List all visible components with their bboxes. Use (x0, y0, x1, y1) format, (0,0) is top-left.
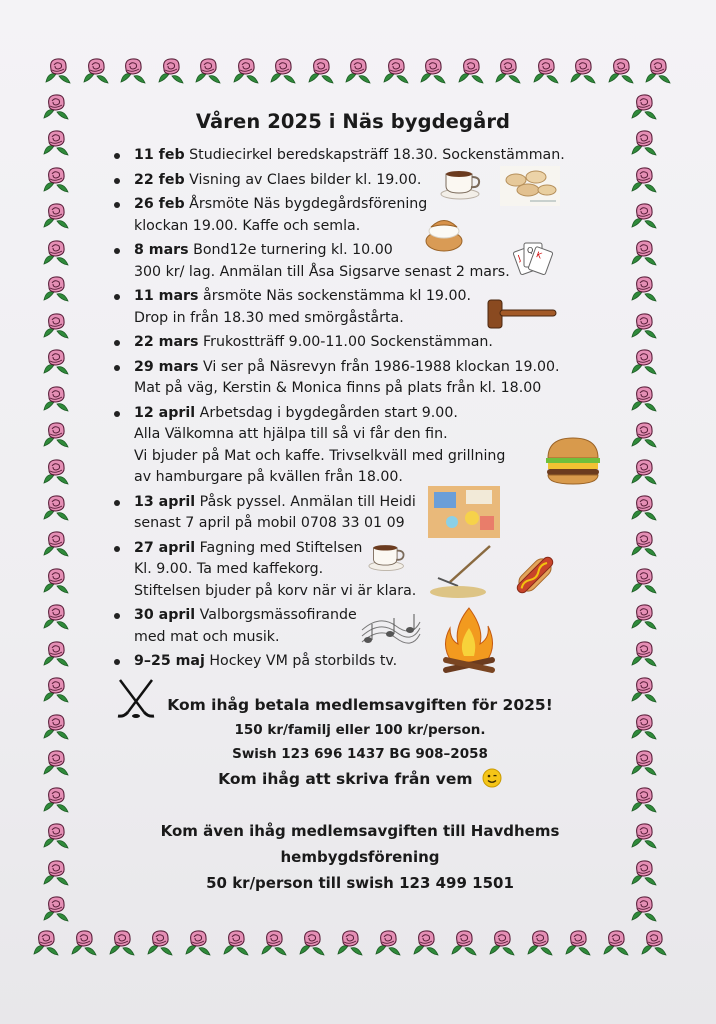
rose-icon (40, 748, 72, 778)
event-text: Visning av Claes bilder kl. 19.00. (189, 171, 422, 188)
havdhem-line-2: hembygdsförening (280, 848, 440, 866)
payment-details: Swish 123 696 1437 BG 908–2058 (232, 746, 488, 762)
event-text: Påsk pyssel. Anmälan till Heidi (199, 493, 416, 510)
rose-icon (117, 56, 149, 86)
rose-icon (628, 384, 660, 414)
rose-icon (628, 92, 660, 122)
rose-icon (628, 457, 660, 487)
rose-icon (638, 928, 670, 958)
rose-icon (628, 274, 660, 304)
rose-icon (40, 639, 72, 669)
rose-icon (296, 928, 328, 958)
rose-icon (628, 639, 660, 669)
gavel-icon (484, 296, 560, 336)
event-item (108, 145, 598, 167)
rose-icon (628, 347, 660, 377)
cookies-icon (500, 166, 560, 210)
rose-icon (230, 56, 262, 86)
rose-icon (628, 894, 660, 924)
rose-icon (40, 894, 72, 924)
event-first-line (134, 145, 598, 167)
rose-icon (628, 128, 660, 158)
rose-icon (42, 56, 74, 86)
event-date: 8 mars (134, 242, 189, 258)
rose-icon (417, 56, 449, 86)
rose-icon (40, 566, 72, 596)
event-first-line (134, 403, 598, 425)
rose-icon (628, 566, 660, 596)
rose-icon (40, 493, 72, 523)
rose-icon (106, 928, 138, 958)
rose-icon (258, 928, 290, 958)
rose-icon (40, 165, 72, 195)
rose-icon (628, 785, 660, 815)
havdhem-line-1: Kom även ihåg medlemsavgiften till Havdhems (160, 822, 560, 840)
rose-icon (628, 311, 660, 341)
rose-icon (305, 56, 337, 86)
rose-icon (40, 602, 72, 632)
rose-icon (40, 128, 72, 158)
event-date: 27 april (134, 539, 196, 556)
event-text: Fagning med Stiftelsen (199, 539, 363, 556)
event-item (108, 492, 598, 535)
rose-icon (144, 928, 176, 958)
rose-icon (40, 92, 72, 122)
rose-icon (334, 928, 366, 958)
wink-smiley-icon (482, 768, 502, 797)
event-text: Bond12e turnering kl. 10.00 (193, 242, 393, 258)
svg-text:Q: Q (527, 246, 534, 255)
rose-icon (342, 56, 374, 86)
rose-icon (628, 602, 660, 632)
rose-icon (410, 928, 442, 958)
event-first-line (134, 492, 598, 514)
event-date: 30 april (134, 607, 196, 623)
event-text: Årsmöte Näs bygdegårdsförening (189, 196, 428, 212)
event-date: 29 mars (134, 358, 199, 375)
event-date: 11 mars (134, 288, 199, 304)
rose-border-left (40, 92, 72, 924)
hotdog-icon (510, 546, 560, 608)
event-text: Studiecirkel beredskapsträff 18.30. Sockenstämman. (189, 147, 565, 163)
rose-icon (40, 384, 72, 414)
event-text: Arbetsdag i bygdegården start 9.00. (199, 404, 458, 421)
rose-icon (628, 712, 660, 742)
svg-text:K: K (534, 250, 543, 261)
rose-icon (182, 928, 214, 958)
rose-icon (567, 56, 599, 86)
event-item (108, 403, 598, 489)
rose-border-top (42, 56, 674, 86)
rose-icon (40, 201, 72, 231)
event-text: klockan 19.00. Kaffe och semla. (134, 217, 361, 234)
svg-text:J: J (516, 253, 523, 263)
rose-icon (642, 56, 674, 86)
rose-icon (455, 56, 487, 86)
event-text: senast 7 april på mobil 0708 33 01 09 (134, 515, 405, 531)
event-text: Mat på väg, Kerstin & Monica finns på plats från kl. 18.00 (134, 380, 542, 396)
event-text: Kl. 9.00. Ta med kaffekorg. (134, 561, 324, 577)
rose-icon (40, 785, 72, 815)
rose-icon (448, 928, 480, 958)
fee-amounts: 150 kr/familj eller 100 kr/person. (234, 722, 486, 738)
event-text: Drop in från 18.30 med smörgåstårta. (134, 309, 404, 326)
rose-icon (372, 928, 404, 958)
rose-icon (628, 420, 660, 450)
event-text: med mat och musik. (134, 628, 280, 645)
rose-icon (40, 529, 72, 559)
event-date: 26 feb (134, 196, 185, 212)
rose-icon (628, 529, 660, 559)
event-item (108, 357, 598, 400)
rose-icon (40, 675, 72, 705)
rose-icon (80, 56, 112, 86)
coffee-cup-icon (440, 166, 484, 204)
event-item (108, 605, 598, 648)
rose-icon (40, 858, 72, 888)
rose-icon (40, 712, 72, 742)
rose-icon (220, 928, 252, 958)
rose-icon (628, 201, 660, 231)
hamburger-icon (544, 436, 602, 490)
event-text: årsmöte Näs sockenstämma kl 19.00. (203, 288, 472, 304)
rose-icon (267, 56, 299, 86)
rose-icon (628, 821, 660, 851)
coffee-cup-icon-2 (368, 540, 408, 576)
event-date: 11 feb (134, 147, 185, 163)
rose-icon (40, 238, 72, 268)
event-text: Vi bjuder på Mat och kaffe. Trivselkväll med grillning (134, 447, 506, 464)
event-date: 13 april (134, 493, 196, 510)
event-text: Alla Välkomna att hjälpa till så vi får den fin. (134, 426, 448, 442)
rose-icon (605, 56, 637, 86)
rose-icon (492, 56, 524, 86)
rose-icon (486, 928, 518, 958)
event-text: Valborgsmässofirande (199, 607, 357, 623)
sender-reminder (100, 766, 620, 797)
playing-cards-icon (510, 238, 556, 282)
event-date: 22 feb (134, 171, 185, 188)
rose-icon (530, 56, 562, 86)
semla-icon (424, 214, 464, 256)
event-text: Vi ser på Näsrevyn från 1986-1988 klockan 19.00. (203, 358, 560, 375)
sender-reminder-text: Kom ihåg att skriva från vem (218, 770, 473, 788)
event-text: Frukostträff 9.00-11.00 Sockenstämman. (203, 334, 493, 350)
rose-icon (628, 858, 660, 888)
rose-icon (30, 928, 62, 958)
rose-icon (40, 420, 72, 450)
event-first-line (134, 357, 598, 379)
rake-icon (428, 544, 494, 604)
rose-icon (40, 347, 72, 377)
havdhem-section (100, 818, 620, 896)
havdhem-line-3: 50 kr/person till swish 123 499 1501 (206, 874, 514, 892)
event-text: 300 kr/ lag. Anmälan till Åsa Sigsarve senast 2 mars. (134, 263, 510, 280)
rose-icon (524, 928, 556, 958)
rose-icon (192, 56, 224, 86)
event-date: 9–25 maj (134, 653, 205, 669)
rose-icon (40, 821, 72, 851)
event-date: 12 april (134, 404, 196, 421)
rose-icon (40, 311, 72, 341)
rose-icon (562, 928, 594, 958)
rose-icon (628, 493, 660, 523)
rose-icon (628, 238, 660, 268)
membership-fee-section (100, 692, 620, 797)
event-text: Stiftelsen bjuder på korv när vi är klara. (134, 582, 417, 599)
poster-title: Våren 2025 i Näs bygdegård (195, 110, 511, 133)
event-item (108, 651, 598, 673)
rose-icon (600, 928, 632, 958)
rose-icon (628, 165, 660, 195)
rose-icon (380, 56, 412, 86)
fee-reminder: Kom ihåg betala medlemsavgiften för 2025! (167, 696, 553, 714)
rose-icon (68, 928, 100, 958)
bonfire-icon (440, 606, 498, 680)
rose-icon (628, 748, 660, 778)
rose-border-right (628, 92, 660, 924)
rose-icon (628, 675, 660, 705)
music-notes-icon (360, 610, 422, 656)
easter-craft-icon (428, 486, 500, 542)
event-text: Hockey VM på storbilds tv. (209, 653, 398, 669)
rose-icon (40, 274, 72, 304)
rose-icon (40, 457, 72, 487)
rose-icon (155, 56, 187, 86)
event-date: 22 mars (134, 334, 199, 350)
event-text: av hamburgare på kvällen från 18.00. (134, 469, 403, 485)
rose-border-bottom (30, 928, 670, 958)
